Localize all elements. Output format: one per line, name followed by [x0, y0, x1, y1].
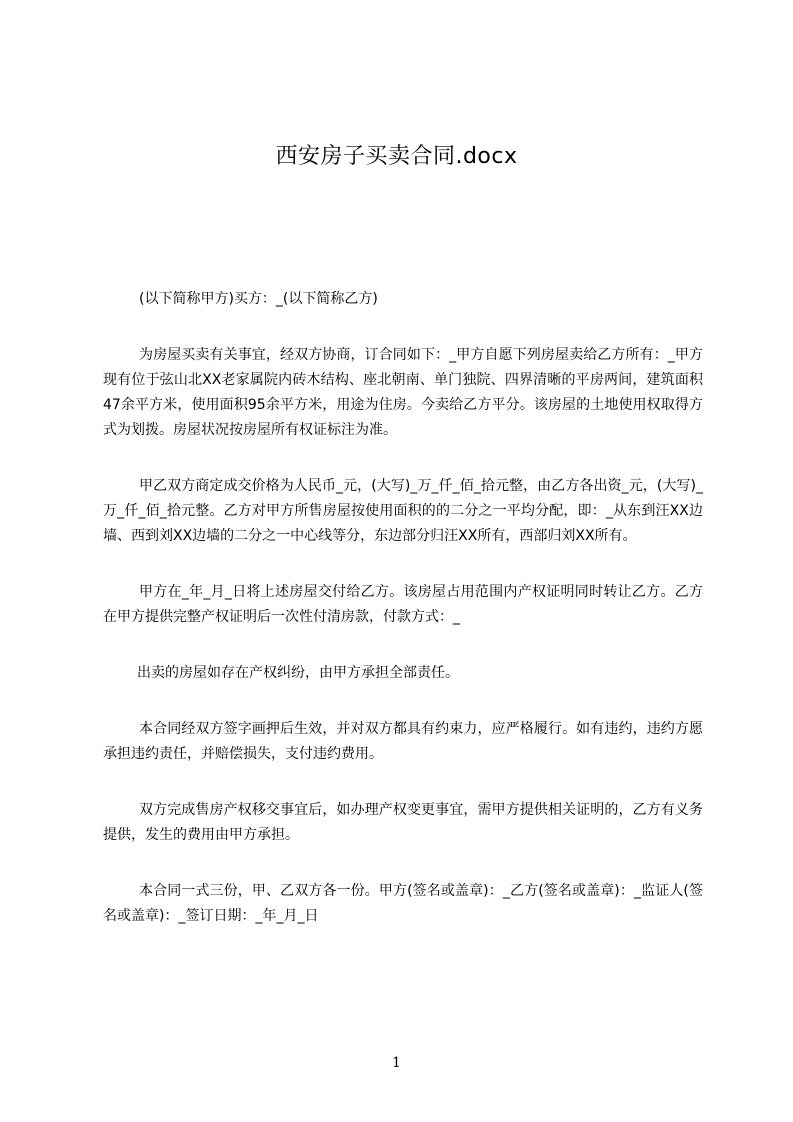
document-title: 西安房子买卖合同.docx	[275, 144, 518, 169]
paragraph-parties: (以下简称甲方)买方：_(以下简称乙方)	[139, 291, 378, 307]
paragraph-price-terms: 甲乙双方商定成交价格为人民币_元，(大写)_万_仟_佰_拾元整，由乙方各出资_元，(大写)_万_仟_佰_拾元整。乙方对甲方所售房屋按使用面积的的二分之一平均分配，即：_从东到汪XX边墙、西到刘XX边墙的二分之一中心线等分，东边部分归汪XX所有，西部归刘XX所有。	[103, 478, 703, 544]
document-body	[103, 287, 703, 960]
paragraph-signatures: 本合同一式三份，甲、乙双方各一份。甲方(签名或盖章)：_乙方(签名或盖章)：_监证人(签名或盖章)：_签订日期：_年_月_日	[103, 883, 703, 924]
paragraph-property-description: 为房屋买卖有关事宜，经双方协商，订合同如下：_甲方自愿下列房屋卖给乙方所有：_甲方现有位于弦山北XX老家属院内砖木结构、座北朝南、单门独院、四界清晰的平房两间，建筑面积47余平方米，使用面积95余平方米，用途为住房。今卖给乙方平分。该房屋的土地使用权取得方式为划拨。房屋状况按房屋所有权证标注为准。	[103, 347, 703, 438]
paragraph-transfer-obligations: 双方完成售房产权移交事宜后，如办理产权变更事宜，需甲方提供相关证明的，乙方有义务提供，发生的费用由甲方承担。	[103, 802, 703, 843]
paragraph-ownership-disputes: 出卖的房屋如存在产权纠纷，由甲方承担全部责任。	[137, 665, 459, 681]
paragraph-validity: 本合同经双方签字画押后生效，并对双方都具有约束力，应严格履行。如有违约，违约方愿承担违约责任，并赔偿损失，支付违约费用。	[103, 721, 703, 762]
page-number: 1	[392, 1055, 401, 1071]
paragraph-delivery-payment: 甲方在_年_月_日将上述房屋交付给乙方。该房屋占用范围内产权证明同时转让乙方。乙方在甲方提供完整产权证明后一次性付清房款，付款方式：_	[103, 584, 703, 625]
